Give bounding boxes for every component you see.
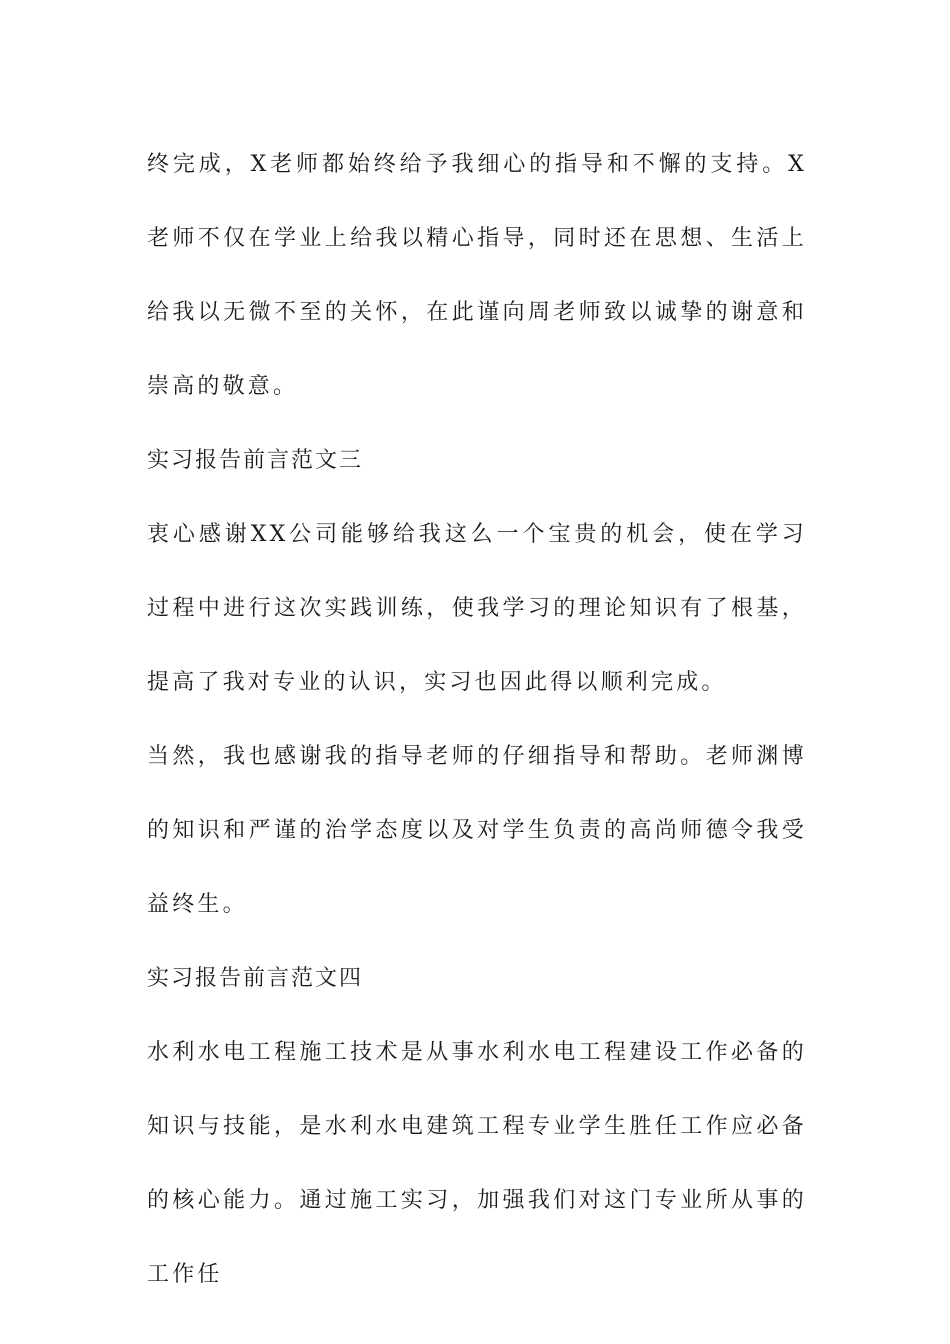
paragraph-thanks-company: 衷心感谢XX公司能够给我这么一个宝贵的机会，使在学习过程中进行这次实践训练，使我学习的理论知识有了根基，提高了我对专业的认识，实习也因此得以顺利完成。: [147, 522, 807, 695]
document-body: [147, 128, 807, 1312]
paragraph-thanks-teacher: 终完成，X老师都始终给予我细心的指导和不懈的支持。X老师不仅在学业上给我以精心指导，同时还在思想、生活上给我以无微不至的关怀，在此谨向周老师致以诚挚的谢意和崇高的敬意。: [147, 152, 807, 399]
section-heading-sample-three: 实习报告前言范文三: [147, 448, 364, 473]
paragraph-hydraulic-engineering: 水利水电工程施工技术是从事水利水电工程建设工作必备的知识与技能，是水利水电建筑工程专业学生胜任工作应必备的核心能力。通过施工实习，加强我们对这门专业所从事的工作任: [147, 1040, 807, 1287]
paragraph-thanks-advisor: 当然，我也感谢我的指导老师的仔细指导和帮助。老师渊博的知识和严谨的治学态度以及对学生负责的高尚师德令我受益终生。: [147, 744, 807, 917]
section-heading-sample-four: 实习报告前言范文四: [147, 966, 364, 991]
